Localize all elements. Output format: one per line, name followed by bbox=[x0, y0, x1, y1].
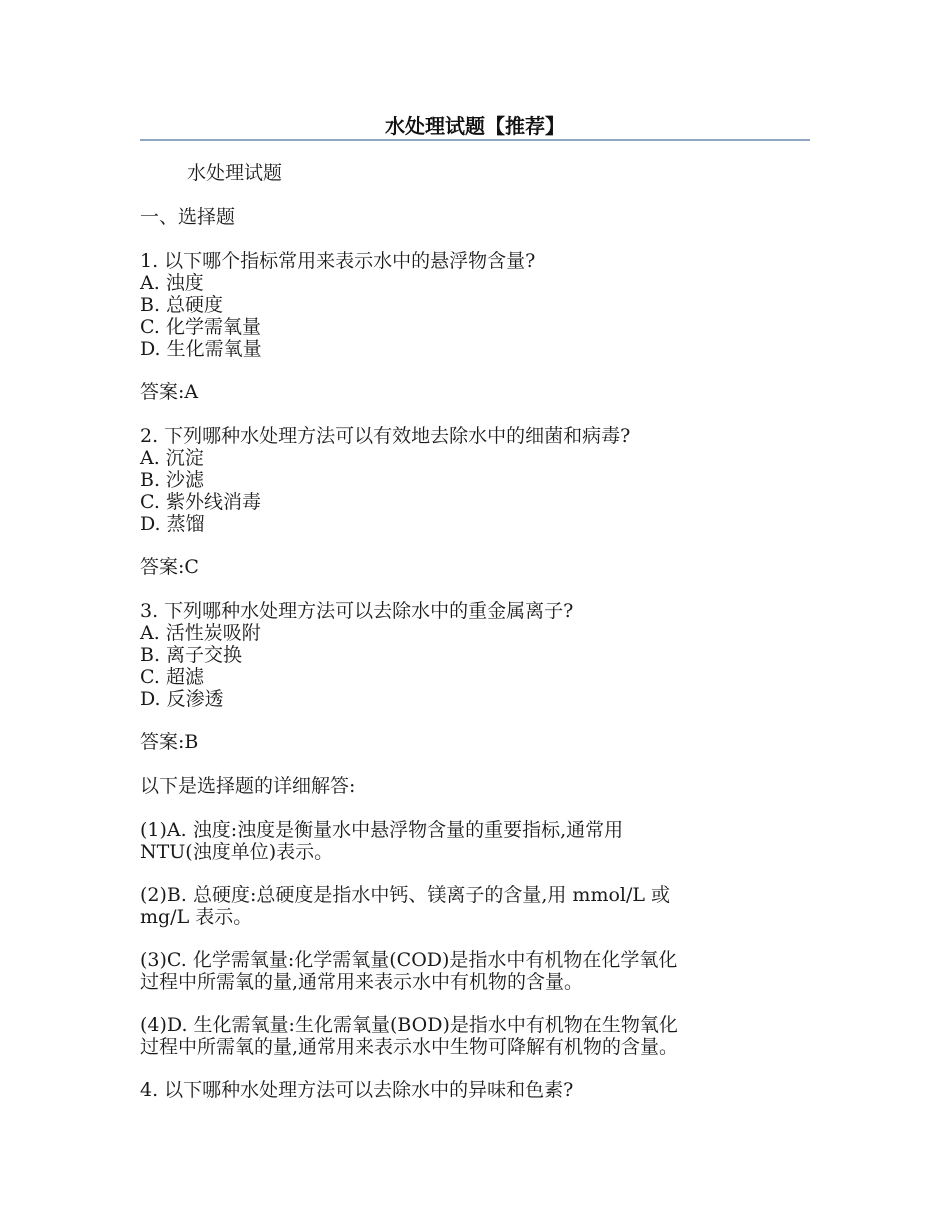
explanation-line: (4)D. 生化需氧量:生化需氧量(BOD)是指水中有机物在生物氧化 bbox=[140, 1014, 678, 1036]
section-heading: 一、选择题 bbox=[140, 206, 236, 228]
explanation-line: (3)C. 化学需氧量:化学需氧量(COD)是指水中有机物在化学氧化 bbox=[140, 949, 678, 971]
option-d: D. 反渗透 bbox=[140, 688, 224, 710]
option-d: D. 生化需氧量 bbox=[140, 338, 262, 360]
answer: 答案:C bbox=[140, 556, 199, 578]
explanation-line: 过程中所需氧的量,通常用来表示水中生物可降解有机物的含量。 bbox=[140, 1036, 679, 1058]
question-stem: 2. 下列哪种水处理方法可以有效地去除水中的细菌和病毒? bbox=[140, 425, 631, 447]
option-c: C. 化学需氧量 bbox=[140, 316, 261, 338]
question-stem: 3. 下列哪种水处理方法可以去除水中的重金属离子? bbox=[140, 600, 574, 622]
explanation-line: 过程中所需氧的量,通常用来表示水中有机物的含量。 bbox=[140, 971, 584, 993]
question-stem: 4. 以下哪种水处理方法可以去除水中的异味和色素? bbox=[140, 1079, 574, 1101]
option-a: A. 沉淀 bbox=[140, 447, 204, 469]
explanation-heading: 以下是选择题的详细解答: bbox=[140, 775, 356, 797]
answer: 答案:B bbox=[140, 731, 199, 753]
option-a: A. 活性炭吸附 bbox=[140, 622, 261, 644]
explanation-line: mg/L 表示。 bbox=[140, 906, 253, 928]
option-b: B. 离子交换 bbox=[140, 644, 243, 666]
explanation-line: NTU(浊度单位)表示。 bbox=[140, 841, 334, 863]
option-a: A. 浊度 bbox=[140, 272, 204, 294]
explanation-line: (1)A. 浊度:浊度是衡量水中悬浮物含量的重要指标,通常用 bbox=[140, 819, 624, 841]
explanation-line: (2)B. 总硬度:总硬度是指水中钙、镁离子的含量,用 mmol/L 或 bbox=[140, 884, 671, 906]
document-title: 水处理试题【推荐】 bbox=[385, 114, 565, 138]
document-subtitle: 水处理试题 bbox=[187, 162, 283, 184]
option-c: C. 紫外线消毒 bbox=[140, 491, 261, 513]
option-b: B. 总硬度 bbox=[140, 294, 224, 316]
title-divider bbox=[140, 139, 810, 141]
answer: 答案:A bbox=[140, 381, 199, 403]
option-d: D. 蒸馏 bbox=[140, 513, 205, 535]
option-c: C. 超滤 bbox=[140, 666, 204, 688]
question-stem: 1. 以下哪个指标常用来表示水中的悬浮物含量? bbox=[140, 250, 536, 272]
option-b: B. 沙滤 bbox=[140, 469, 205, 491]
